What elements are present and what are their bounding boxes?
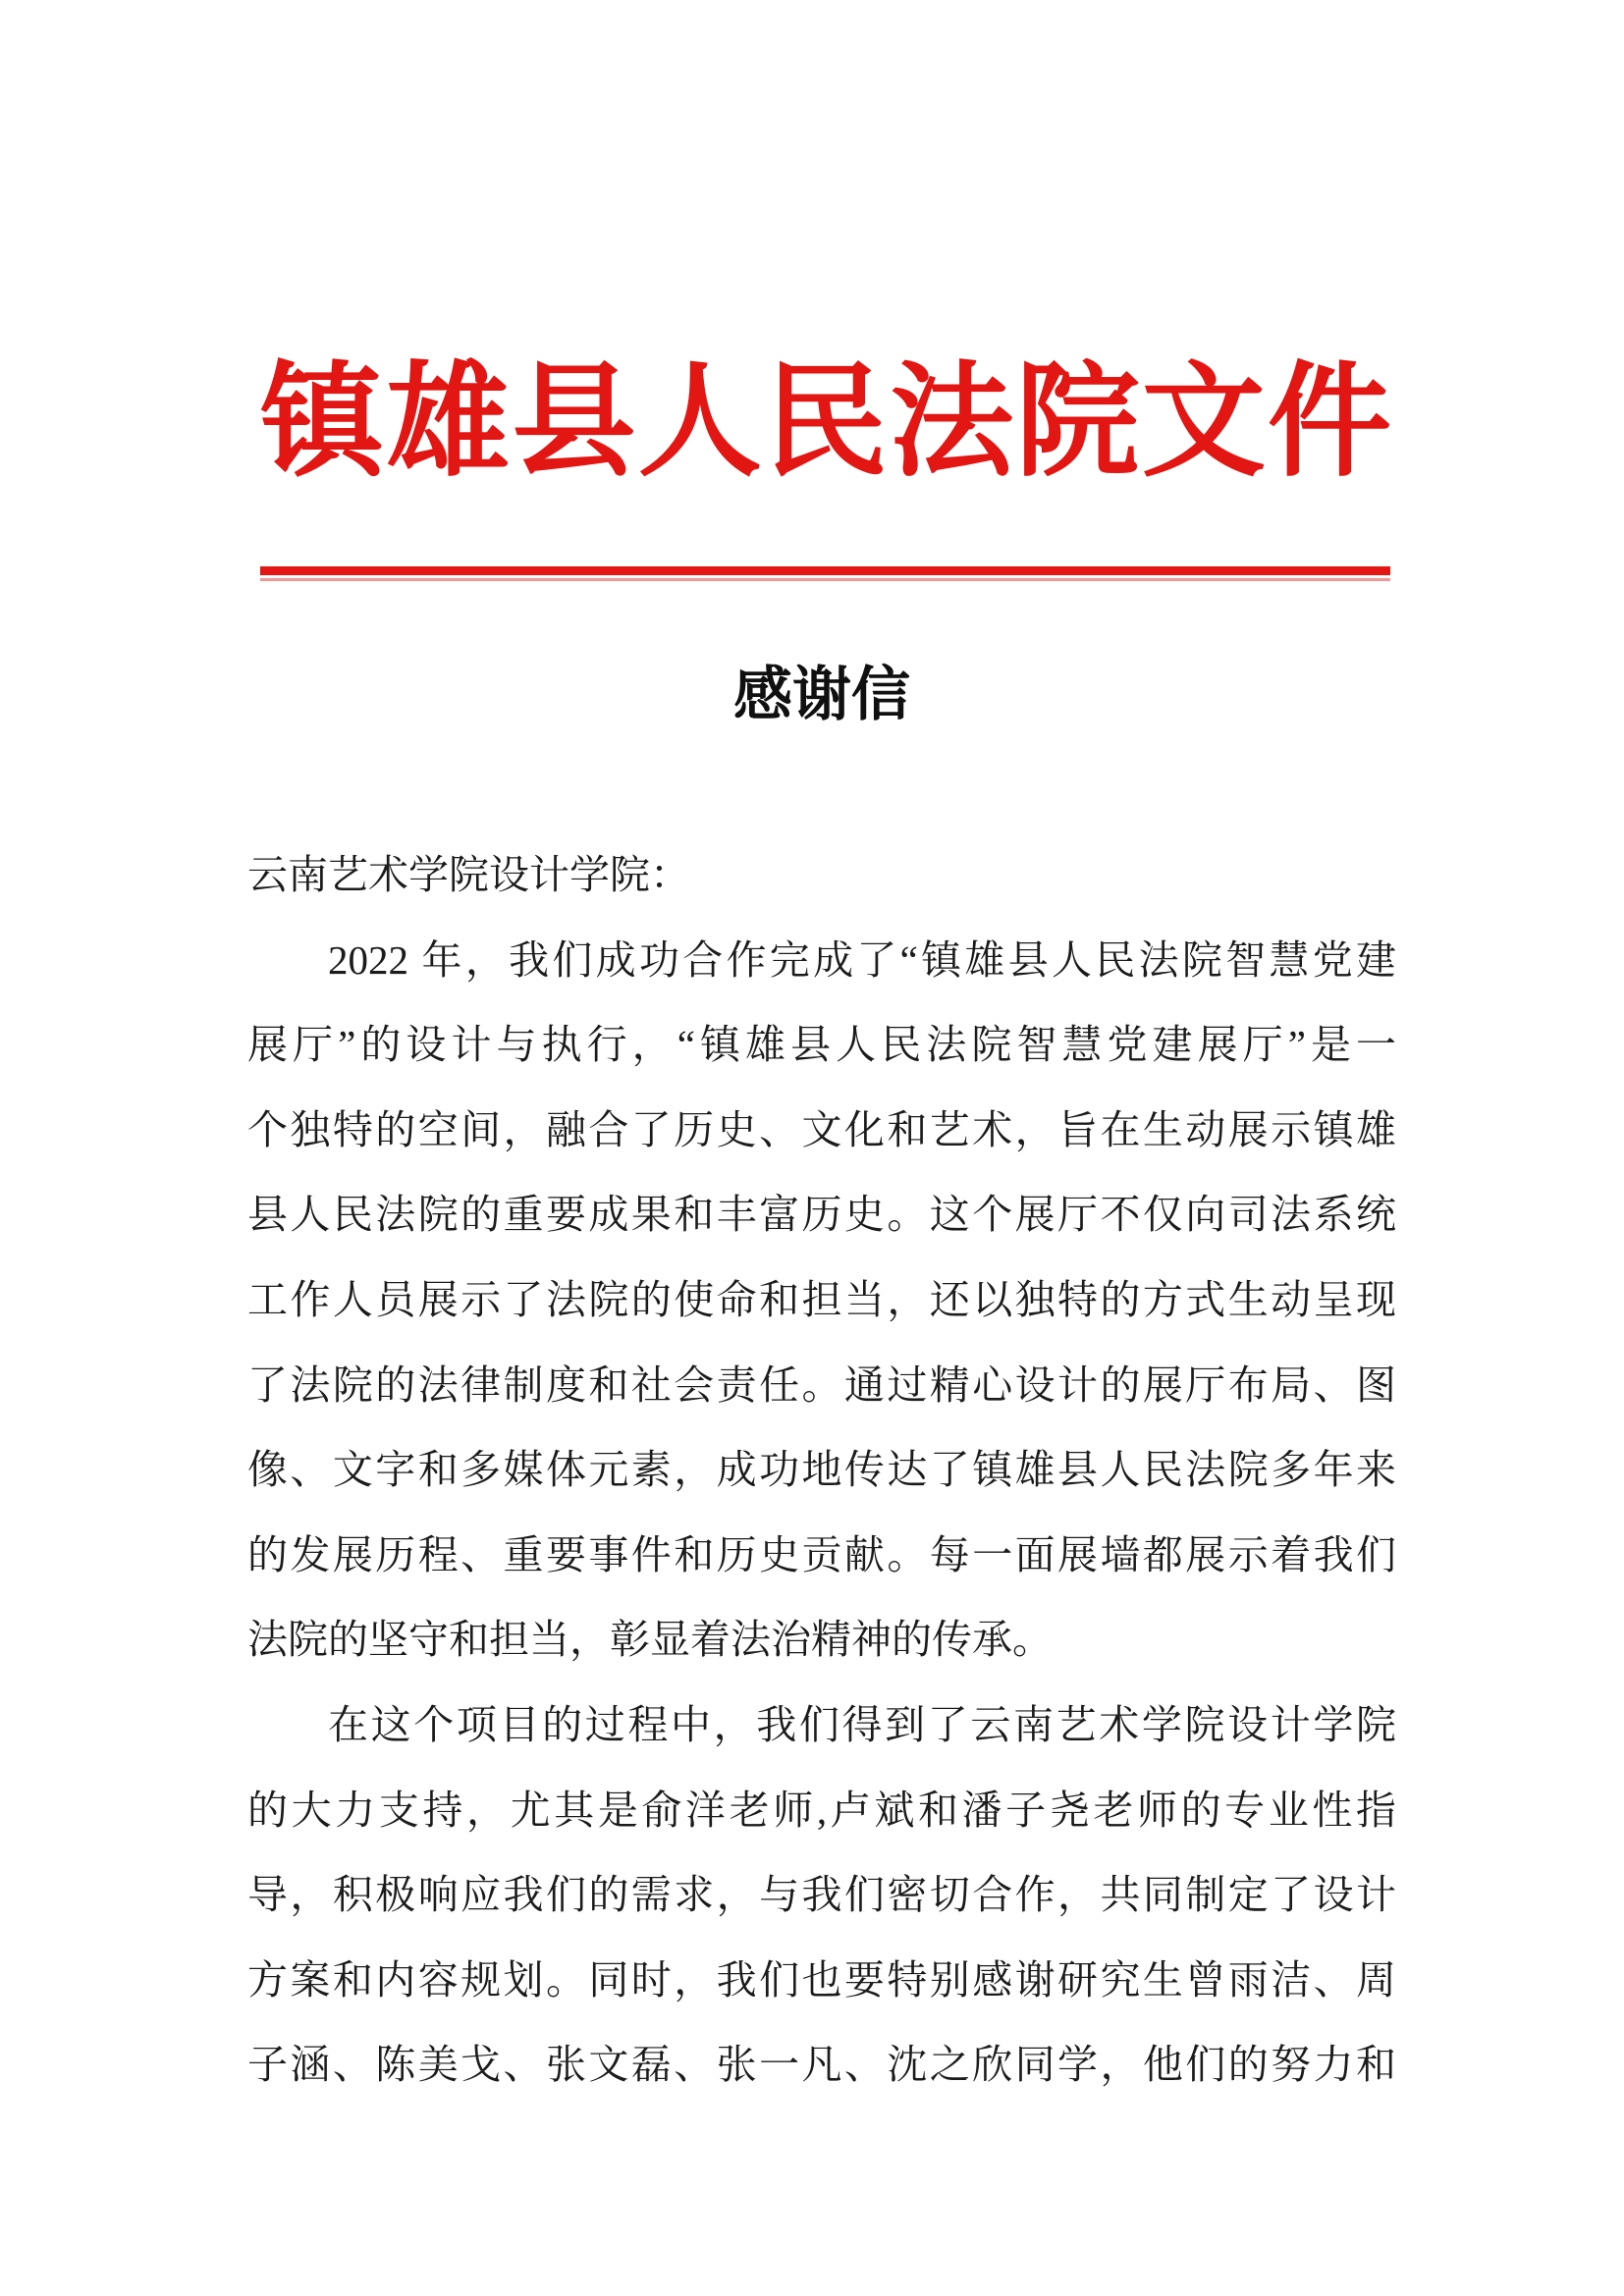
body-line: 工作人员展示了法院的使命和担当，还以独特的方式生动呈现 bbox=[247, 1276, 1396, 1322]
body-line: 的大力支持，尤其是俞洋老师,卢斌和潘子尧老师的专业性指 bbox=[247, 1787, 1396, 1833]
red-divider-line bbox=[260, 566, 1390, 575]
letterhead-title: 镇雄县人民法院文件 bbox=[260, 355, 1391, 492]
body-line: 子涵、陈美戈、张文磊、张一凡、沈之欣同学，他们的努力和 bbox=[247, 2042, 1396, 2088]
letter-title: 感谢信 bbox=[733, 663, 910, 727]
body-line: 了法院的法律制度和社会责任。通过精心设计的展厅布局、图 bbox=[247, 1362, 1396, 1408]
salutation-line: 云南艺术学院设计学院： bbox=[247, 852, 690, 897]
body-line: 在这个项目的过程中，我们得到了云南艺术学院设计学院 bbox=[328, 1701, 1396, 1747]
red-divider-line-thin bbox=[260, 578, 1390, 581]
body-line: 方案和内容规划。同时，我们也要特别感谢研究生曾雨洁、周 bbox=[247, 1956, 1396, 2002]
body-line: 个独特的空间，融合了历史、文化和艺术，旨在生动展示镇雄 bbox=[247, 1106, 1396, 1152]
body-line: 2022 年，我们成功合作完成了“镇雄县人民法院智慧党建 bbox=[328, 936, 1396, 983]
body-line: 像、文字和多媒体元素，成功地传达了镇雄县人民法院多年来 bbox=[247, 1447, 1396, 1493]
letter-body bbox=[247, 832, 1396, 2108]
body-line: 的发展历程、重要事件和历史贡献。每一面展墙都展示着我们 bbox=[247, 1531, 1396, 1577]
body-line: 导，积极响应我们的需求，与我们密切合作，共同制定了设计 bbox=[247, 1872, 1396, 1918]
body-line: 展厅”的设计与执行，“镇雄县人民法院智慧党建展厅”是一 bbox=[247, 1022, 1396, 1068]
body-line: 法院的坚守和担当，彰显着法治精神的传承。 bbox=[247, 1617, 1053, 1663]
body-line: 县人民法院的重要成果和丰富历史。这个展厅不仅向司法系统 bbox=[247, 1192, 1396, 1238]
